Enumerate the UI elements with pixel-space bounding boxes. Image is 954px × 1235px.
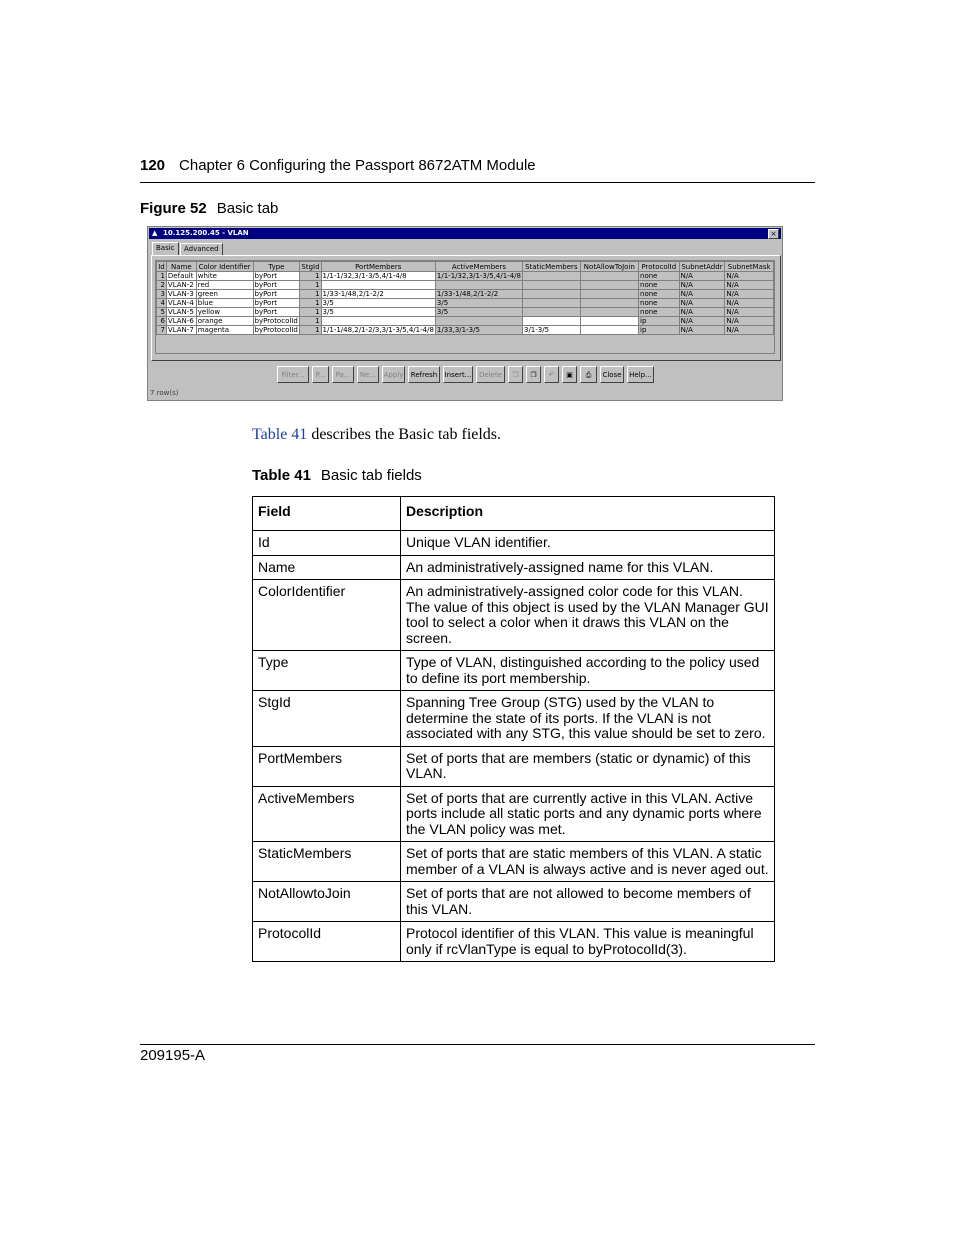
footer-rule [140,1044,815,1045]
table-row [253,786,775,842]
grid-cell[interactable]: 3/5 [321,299,435,308]
grid-cell[interactable]: N/A [725,299,774,308]
grid-cell[interactable]: none [639,299,680,308]
field-column-header: Field [253,497,401,531]
field-description: Type of VLAN, distinguished according to the policy used to define its port membership. [401,651,775,691]
grid-cell[interactable]: N/A [725,326,774,335]
grid-cell[interactable]: 1 [157,272,167,281]
grid-cell[interactable]: VLAN-4 [166,299,196,308]
insert-button[interactable]: Insert... [443,366,473,383]
field-name: ProtocolId [253,922,401,962]
grid-cell[interactable]: white [196,272,253,281]
field-description: Protocol identifier of this VLAN. This value is meaningful only if rcVlanType is equal to byProtocolId(3). [401,922,775,962]
window-title: 10.125.200.45 - VLAN [163,229,249,237]
grid-cell[interactable] [435,281,522,290]
field-description: Set of ports that are currently active in this VLAN. Active ports include all static ports and any dynamic ports where the VLAN policy was met. [401,786,775,842]
grid-cell[interactable]: none [639,281,680,290]
table-row [253,531,775,556]
grid-row[interactable] [157,272,774,281]
grid-cell[interactable]: byProtocolId [253,326,300,335]
grid-cell[interactable]: red [196,281,253,290]
field-name: PortMembers [253,746,401,786]
table-row [253,842,775,882]
grid-cell[interactable]: 1/33-1/48,2/1-2/2 [435,290,522,299]
field-description: Unique VLAN identifier. [401,531,775,556]
grid-cell[interactable]: 3/5 [435,299,522,308]
grid-cell[interactable]: 1/1-1/32,3/1-3/5,4/1-4/8 [321,272,435,281]
grid-cell[interactable]: VLAN-5 [166,308,196,317]
table-caption [252,467,422,484]
grid-cell[interactable]: 1 [300,272,321,281]
grid-cell[interactable]: 3/5 [435,308,522,317]
grid-cell[interactable]: N/A [725,281,774,290]
grid-cell[interactable]: green [196,290,253,299]
refresh-button[interactable]: Refresh [408,366,440,383]
grid-cell[interactable]: yellow [196,308,253,317]
grid-cell[interactable] [580,308,638,317]
grid-cell[interactable]: N/A [679,299,725,308]
grid-row[interactable] [157,326,774,335]
grid-cell[interactable]: N/A [679,272,725,281]
grid-column-header[interactable]: ProtocolId [639,262,680,272]
grid-cell[interactable]: 3/5 [321,308,435,317]
page-header [140,157,536,174]
grid-row[interactable] [157,308,774,317]
status-row-count: 7 row(s) [150,389,179,397]
field-name: ActiveMembers [253,786,401,842]
vlan-table [156,261,774,335]
field-name: NotAllowtoJoin [253,882,401,922]
tab-advanced[interactable]: Advanced [180,243,223,255]
grid-cell[interactable] [522,317,580,326]
table-row [253,882,775,922]
grid-cell[interactable]: 4 [157,299,167,308]
grid-column-header[interactable]: StaticMembers [522,262,580,272]
grid-row[interactable] [157,317,774,326]
grid-cell[interactable]: 1 [300,290,321,299]
intro-paragraph [252,426,501,444]
field-name: StaticMembers [253,842,401,882]
figure-title: Basic tab [216,200,279,217]
grid-column-header[interactable]: SubnetMask [725,262,774,272]
table-label: Table 41 [252,467,311,484]
grid-cell[interactable] [522,272,580,281]
description-column-header: Description [401,497,775,531]
grid-cell[interactable]: 7 [157,326,167,335]
grid-cell[interactable]: 2 [157,281,167,290]
print-button[interactable]: P... [312,366,329,383]
grid-cell[interactable] [522,308,580,317]
table-row [253,555,775,580]
save-icon[interactable]: ▣ [562,366,577,383]
chapter-title: Chapter 6 Configuring the Passport 8672ATM Module [179,157,536,174]
grid-cell[interactable]: 1 [300,281,321,290]
grid-cell[interactable]: 5 [157,308,167,317]
field-description: An administratively-assigned name for this VLAN. [401,555,775,580]
grid-cell[interactable]: byPort [253,281,300,290]
grid-cell[interactable]: 1/33,3/1-3/5 [435,326,522,335]
grid-cell[interactable]: byPort [253,290,300,299]
grid-cell[interactable]: VLAN-7 [166,326,196,335]
tab-panel [151,255,781,361]
grid-row[interactable] [157,299,774,308]
grid-cell[interactable] [580,326,638,335]
grid-column-header[interactable]: Name [166,262,196,272]
fields-table-header [253,497,775,531]
grid-cell[interactable]: 1/33-1/48,2/1-2/2 [321,290,435,299]
grid-cell[interactable]: N/A [679,326,725,335]
grid-cell[interactable]: VLAN-3 [166,290,196,299]
grid-column-header[interactable]: Color Identifier [196,262,253,272]
filter-button[interactable]: Filter... [277,366,309,383]
grid-row[interactable] [157,290,774,299]
field-name: Name [253,555,401,580]
grid-cell[interactable]: VLAN-6 [166,317,196,326]
field-name: ColorIdentifier [253,580,401,651]
window-titlebar [149,228,781,239]
grid-cell[interactable]: 1 [300,308,321,317]
grid-cell[interactable]: N/A [725,317,774,326]
grid-cell[interactable] [580,290,638,299]
grid-cell[interactable]: Default [166,272,196,281]
table-row [253,746,775,786]
grid-cell[interactable]: 1 [300,299,321,308]
grid-cell[interactable]: N/A [725,290,774,299]
grid-column-header[interactable]: NotAllowToJoin [580,262,638,272]
vlan-window [147,226,783,401]
grid-cell[interactable] [435,317,522,326]
tab-basic[interactable]: Basic [152,242,179,255]
grid-cell[interactable] [580,281,638,290]
grid-cell[interactable]: ip [639,317,680,326]
grid-column-header[interactable]: PortMembers [321,262,435,272]
grid-cell[interactable]: 6 [157,317,167,326]
figure-caption [140,200,278,217]
grid-cell[interactable] [580,317,638,326]
grid-cell[interactable] [522,299,580,308]
grid-cell[interactable]: none [639,272,680,281]
field-description: An administratively-assigned color code for this VLAN. The value of this object is used by the VLAN Manager GUI tool to select a color when it draws this VLAN on the screen. [401,580,775,651]
field-description: Set of ports that are static members of this VLAN. A static member of a VLAN is always active and is never aged out. [401,842,775,882]
grid-column-header[interactable]: StgId [301,262,320,271]
grid-cell[interactable] [580,272,638,281]
grid-cell[interactable]: byPort [253,308,300,317]
table-row [253,651,775,691]
field-description: Spanning Tree Group (STG) used by the VLAN to determine the state of its ports. If the VLAN is not associated with any STG, this value should be set to zero. [401,691,775,747]
new-button[interactable]: Ne... [357,366,379,383]
field-name: Type [253,651,401,691]
table-41-link[interactable]: Table 41 [252,426,308,443]
grid-row[interactable] [157,281,774,290]
grid-column-header[interactable]: ActiveMembers [435,262,522,272]
table-row [253,922,775,962]
print-icon[interactable]: ⎙ [580,366,597,383]
grid-cell[interactable]: N/A [679,281,725,290]
grid-cell[interactable] [321,317,435,326]
grid-cell[interactable] [580,299,638,308]
page-number: 120 [140,157,166,174]
vlan-grid [155,260,775,354]
grid-cell[interactable]: blue [196,299,253,308]
intro-text: describes the Basic tab fields. [307,426,502,443]
grid-cell[interactable]: 1/1-1/48,2/1-2/3,3/1-3/5,4/1-4/8 [322,326,434,334]
grid-cell[interactable]: ip [639,326,680,335]
grid-cell[interactable]: byPort [253,272,300,281]
grid-cell[interactable]: none [639,290,680,299]
vlan-table-header [157,262,774,272]
grid-cell[interactable]: N/A [725,272,774,281]
grid-cell[interactable]: none [639,308,680,317]
grid-cell[interactable]: N/A [679,317,725,326]
grid-cell[interactable]: magenta [196,326,253,335]
table-row [253,580,775,651]
delete-button[interactable]: Delete [476,366,505,383]
grid-cell[interactable]: 1/1-1/32,3/1-3/5,4/1-4/8 [436,272,521,280]
grid-cell[interactable]: N/A [679,290,725,299]
figure-label: Figure 52 [140,200,207,217]
field-description: Set of ports that are not allowed to become members of this VLAN. [401,882,775,922]
field-description: Set of ports that are members (static or dynamic) of this VLAN. [401,746,775,786]
close-button[interactable]: Close [600,366,624,383]
grid-cell[interactable]: byProtocolId [253,317,300,326]
grid-cell[interactable]: byPort [253,299,300,308]
grid-cell[interactable]: 1 [300,326,321,335]
grid-cell[interactable]: 3 [157,290,167,299]
grid-column-header[interactable]: SubnetAddr [679,262,725,272]
grid-cell[interactable]: orange [196,317,253,326]
grid-column-header[interactable]: Type [253,262,300,272]
grid-cell[interactable]: N/A [725,308,774,317]
apply-button[interactable]: Apply [382,366,405,383]
document-number: 209195-A [140,1047,206,1064]
field-name: Id [253,531,401,556]
undo-icon[interactable]: ↶ [544,366,559,383]
grid-cell[interactable]: VLAN-2 [166,281,196,290]
window-app-icon: ▲ [152,229,158,237]
paste-button[interactable]: Pa... [332,366,354,383]
grid-cell[interactable]: 1 [300,317,321,326]
grid-cell[interactable] [522,281,580,290]
paste-icon[interactable]: ❐ [526,366,541,383]
table-row [253,691,775,747]
window-close-button[interactable]: × [768,229,779,239]
copy-icon[interactable]: ❐ [508,366,523,383]
table-title: Basic tab fields [320,467,422,484]
grid-cell[interactable] [522,290,580,299]
grid-cell[interactable]: N/A [679,308,725,317]
fields-table [252,496,775,962]
header-rule [140,182,815,183]
grid-cell[interactable]: 3/1-3/5 [522,326,580,335]
help-button[interactable]: Help... [627,366,654,383]
grid-column-header[interactable]: Id [158,262,165,271]
grid-cell[interactable] [321,281,435,290]
field-name: StgId [253,691,401,747]
